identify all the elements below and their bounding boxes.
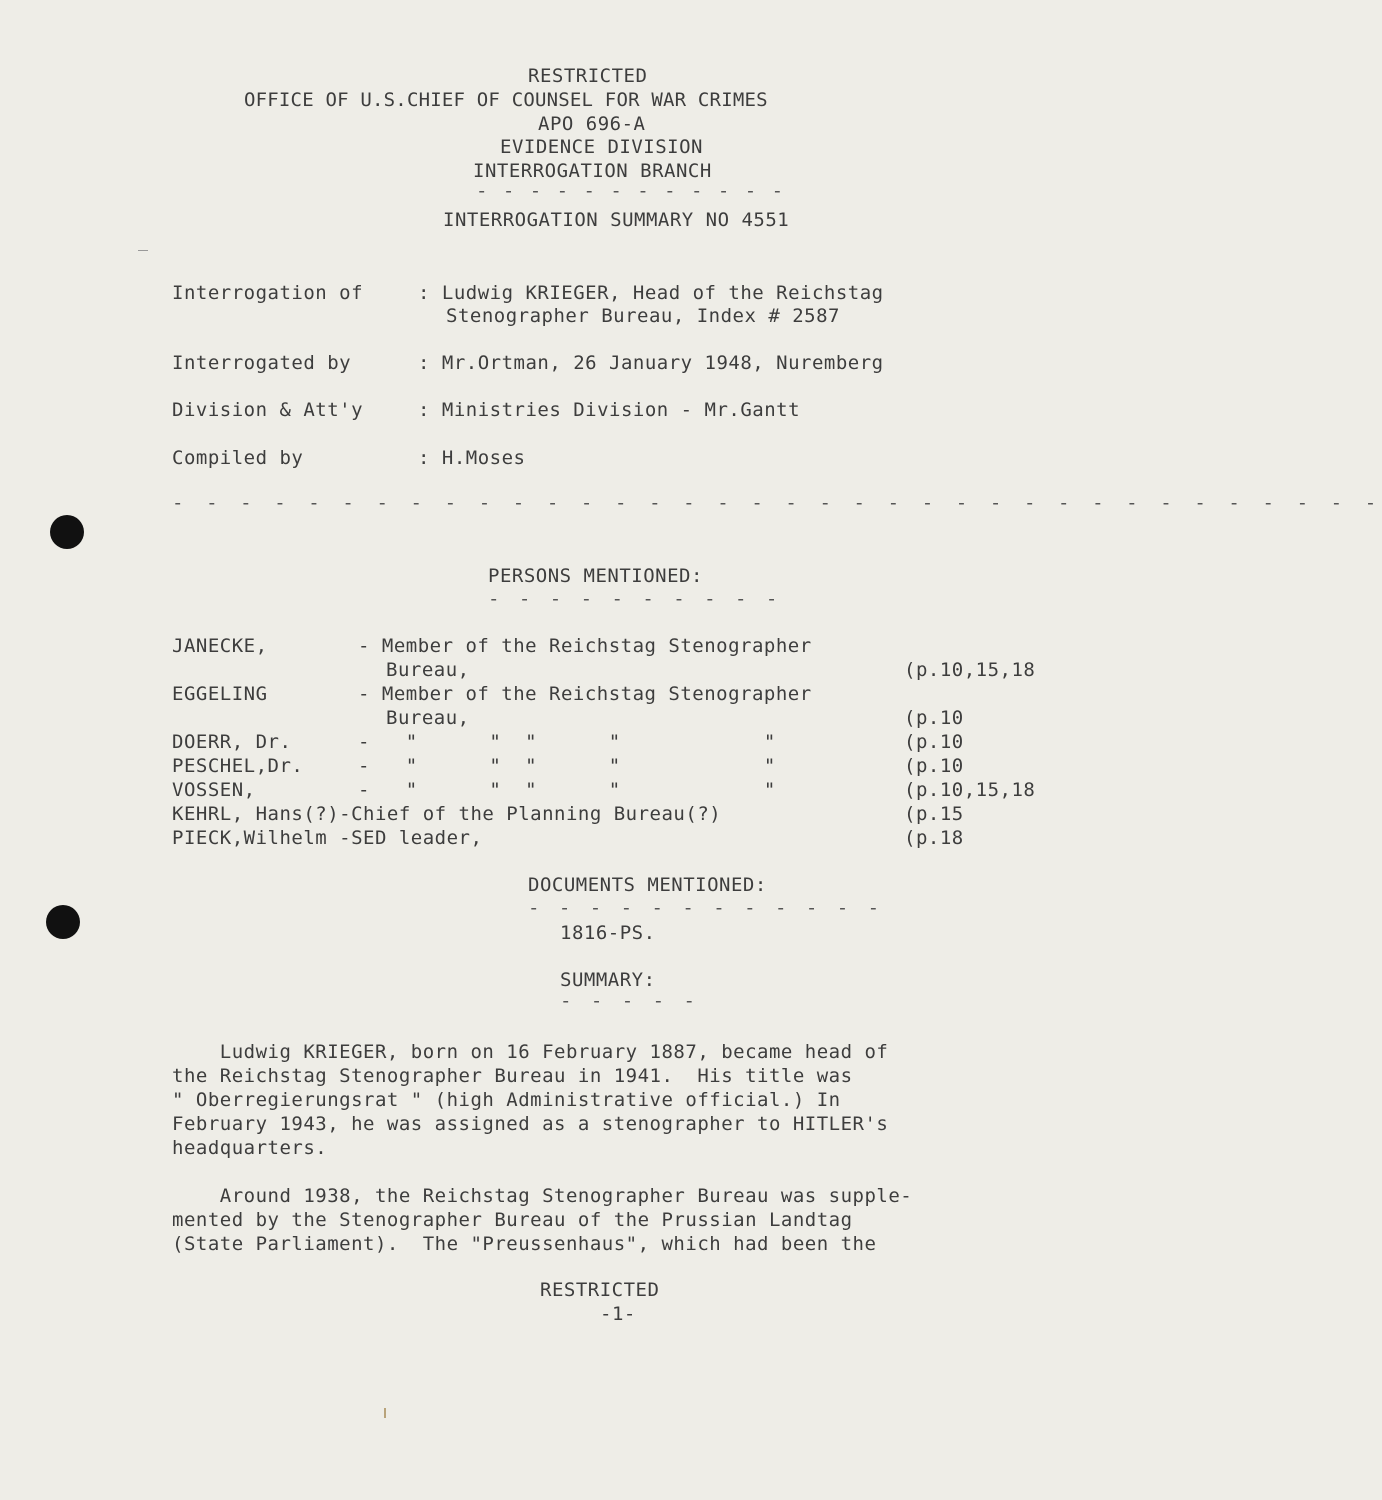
person-desc: - " " " " " <box>358 755 776 777</box>
header-divider: - - - - - - - - - - - - <box>476 180 786 202</box>
restricted-bottom: RESTRICTED <box>540 1279 660 1301</box>
summary-underline: - - - - - <box>560 990 699 1012</box>
office-title: OFFICE OF U.S.CHIEF OF COUNSEL FOR WAR CRIMES <box>244 89 768 111</box>
person-page-ref: (p.10 <box>904 755 964 777</box>
person-name: PIECK,Wilhelm -SED leader, <box>172 827 483 849</box>
paragraph-line: Ludwig KRIEGER, born on 16 February 1887, became head of <box>172 1041 889 1063</box>
division-value: : Ministries Division - Mr.Gantt <box>418 399 801 421</box>
person-name: VOSSEN, <box>172 779 256 801</box>
paragraph-line: Around 1938, the Reichstag Stenographer Bureau was supple- <box>172 1185 913 1207</box>
person-desc: - Member of the Reichstag Stenographer <box>358 683 812 705</box>
person-page-ref: (p.10,15,18 <box>904 659 1036 681</box>
paragraph-line: (State Parliament). The "Preussenhaus", which had been the <box>172 1233 877 1255</box>
paragraph-line: headquarters. <box>172 1137 328 1159</box>
persons-underline: - - - - - - - - - - <box>488 588 782 610</box>
paragraph-line: mented by the Stenographer Bureau of the Prussian Landtag <box>172 1209 853 1231</box>
apo-line: APO 696-A <box>538 113 646 135</box>
summary-number: INTERROGATION SUMMARY NO 4551 <box>443 209 790 231</box>
person-desc: - " " " " " <box>358 731 776 753</box>
person-name: JANECKE, <box>172 635 268 657</box>
stray-mark <box>384 1408 386 1418</box>
person-desc: Bureau, <box>386 707 470 729</box>
documents-heading: DOCUMENTS MENTIONED: <box>528 874 767 896</box>
interrogated-by-label: Interrogated by <box>172 352 352 374</box>
person-page-ref: (p.18 <box>904 827 964 849</box>
person-desc: - Member of the Reichstag Stenographer <box>358 635 812 657</box>
person-page-ref: (p.15 <box>904 803 964 825</box>
person-name: EGGELING <box>172 683 268 705</box>
paragraph-line: the Reichstag Stenographer Bureau in 1941. His title was <box>172 1065 853 1087</box>
person-page-ref: (p.10 <box>904 707 964 729</box>
interrogated-by-value: : Mr.Ortman, 26 January 1948, Nuremberg <box>418 352 884 374</box>
persons-heading: PERSONS MENTIONED: <box>488 565 703 587</box>
division-line: EVIDENCE DIVISION <box>500 136 703 158</box>
summary-heading: SUMMARY: <box>560 969 656 991</box>
punch-hole-bottom <box>46 905 80 939</box>
compiled-by-value: : H.Moses <box>418 447 526 469</box>
branch-line: INTERROGATION BRANCH <box>473 160 712 182</box>
person-name: DOERR, Dr. <box>172 731 292 753</box>
section-divider: - - - - - - - - - - - - - - - - - - - - - - - - - - - - - - - - - - - - <box>172 492 1382 514</box>
person-page-ref: (p.10,15,18 <box>904 779 1036 801</box>
compiled-by-label: Compiled by <box>172 447 304 469</box>
person-desc: Bureau, <box>386 659 470 681</box>
person-page-ref: (p.10 <box>904 731 964 753</box>
paragraph-line: February 1943, he was assigned as a stenographer to HITLER's <box>172 1113 889 1135</box>
division-label: Division & Att'y <box>172 399 364 421</box>
interrogation-of-value-2: Stenographer Bureau, Index # 2587 <box>446 305 840 327</box>
interrogation-of-value-1: : Ludwig KRIEGER, Head of the Reichstag <box>418 282 884 304</box>
paragraph-line: " Oberregierungsrat " (high Administrative official.) In <box>172 1089 841 1111</box>
restricted-top: RESTRICTED <box>528 65 648 87</box>
margin-mark <box>138 250 148 251</box>
person-desc: - " " " " " <box>358 779 776 801</box>
person-name: PESCHEL,Dr. <box>172 755 304 777</box>
punch-hole-top <box>50 515 84 549</box>
document-item: 1816-PS. <box>560 922 656 944</box>
interrogation-of-label: Interrogation of <box>172 282 364 304</box>
documents-underline: - - - - - - - - - - - - <box>528 897 884 919</box>
person-name: KEHRL, Hans(?)-Chief of the Planning Bureau(?) <box>172 803 722 825</box>
page-number: -1- <box>600 1303 636 1325</box>
